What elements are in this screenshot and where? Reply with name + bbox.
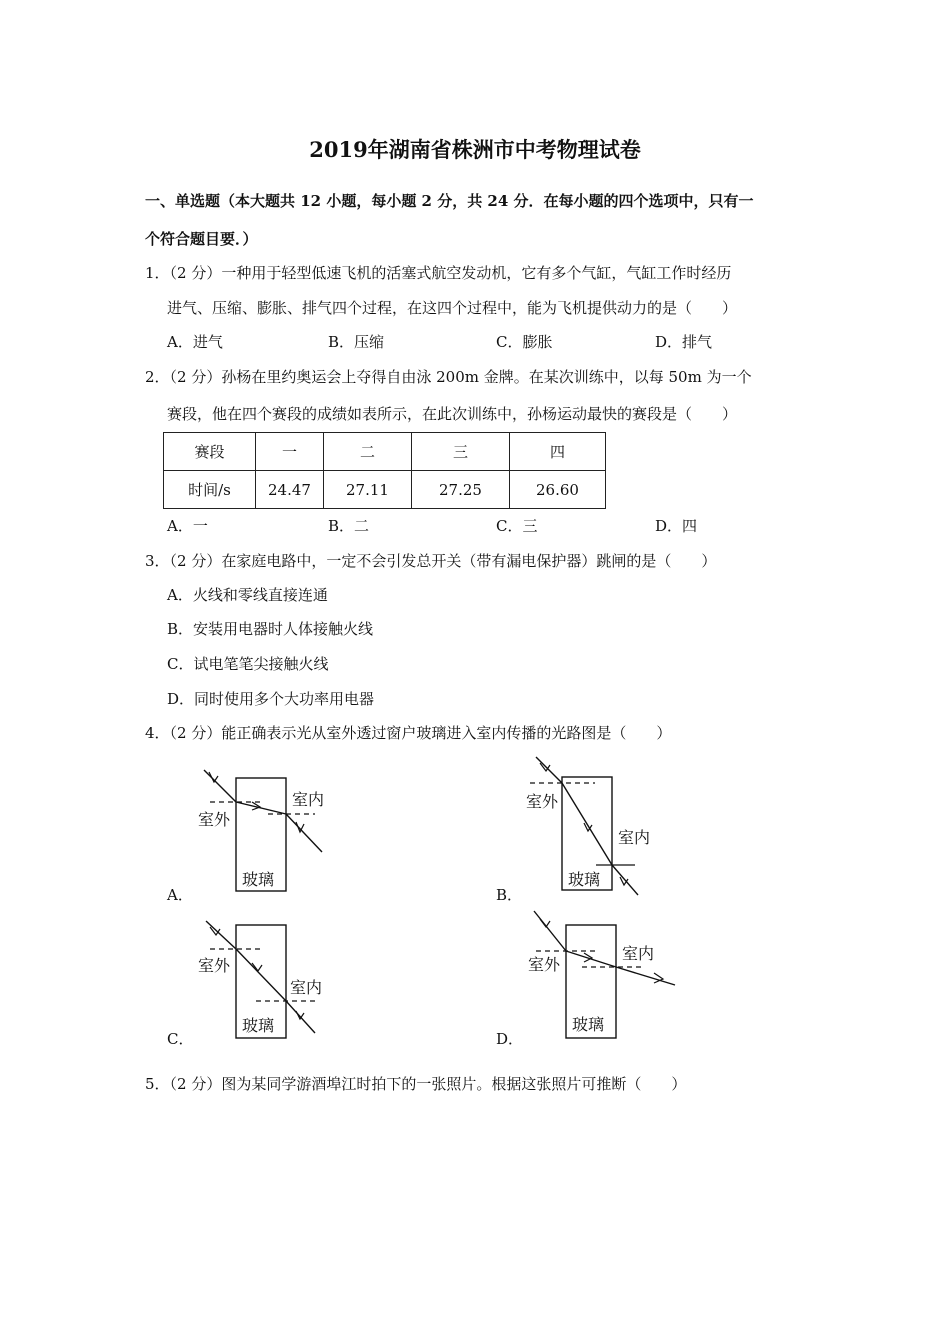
table-cell: 24.47 bbox=[256, 471, 324, 509]
emergent-ray bbox=[286, 1001, 315, 1033]
outdoor-label: 室外 bbox=[528, 955, 561, 974]
refracted-ray bbox=[236, 949, 286, 1001]
indoor-label: 室内 bbox=[290, 978, 323, 997]
q1-option-c: C．膨胀 bbox=[496, 333, 553, 351]
q1-stem-line1: 1．（2 分）一种用于轻型低速飞机的活塞式航空发动机，它有多个气缸，气缸工作时经历 bbox=[145, 264, 732, 282]
q1-option-d: D．排气 bbox=[655, 333, 713, 351]
outdoor-label: 室外 bbox=[526, 792, 559, 811]
q4-option-a: A． bbox=[167, 886, 193, 904]
q4-option-c: C． bbox=[167, 1030, 194, 1048]
arrow-icon bbox=[296, 822, 304, 832]
arrow-icon bbox=[210, 927, 220, 935]
light-path-diagram-c bbox=[190, 915, 340, 1045]
emergent-ray bbox=[616, 967, 675, 985]
arrow-icon bbox=[296, 1011, 304, 1019]
q1-option-a: A．进气 bbox=[167, 333, 223, 351]
glass-label: 玻璃 bbox=[568, 870, 601, 889]
indoor-label: 室内 bbox=[622, 944, 655, 963]
indoor-label: 室内 bbox=[618, 828, 651, 847]
q3-option-d: D．同时使用多个大功率用电器 bbox=[167, 690, 375, 708]
table-cell: 27.11 bbox=[324, 471, 412, 509]
indoor-label: 室内 bbox=[292, 790, 325, 809]
speed-table bbox=[163, 432, 606, 509]
q1-option-b: B．压缩 bbox=[328, 333, 385, 351]
q1-stem-line2: 进气、压缩、膨胀、排气四个过程，在这四个过程中，能为飞机提供动力的是（ ） bbox=[167, 299, 738, 317]
incident-ray bbox=[536, 757, 562, 783]
table-cell: 赛段 bbox=[164, 433, 256, 471]
emergent-ray bbox=[612, 865, 638, 895]
q3-option-c: C．试电笔笔尖接触火线 bbox=[167, 655, 329, 673]
table-cell: 四 bbox=[510, 433, 606, 471]
page-title: 2019年湖南省株洲市中考物理试卷 bbox=[309, 137, 641, 162]
arrow-icon bbox=[540, 919, 550, 927]
q4-option-b: B． bbox=[496, 886, 523, 904]
incident-ray bbox=[206, 921, 236, 949]
table-row bbox=[164, 471, 606, 509]
table-cell: 27.25 bbox=[412, 471, 510, 509]
outdoor-label: 室外 bbox=[198, 810, 231, 829]
section-heading-line1: 一、单选题（本大题共 12 小题，每小题 2 分，共 24 分．在每小题的四个选项中，只有一 bbox=[145, 192, 754, 210]
q4-option-d: D． bbox=[496, 1030, 524, 1048]
q2-stem-line2: 赛段，他在四个赛段的成绩如表所示，在此次训练中，孙杨运动最快的赛段是（ ） bbox=[167, 405, 738, 423]
light-path-diagram-a bbox=[190, 760, 340, 900]
q3-option-a: A．火线和零线直接连通 bbox=[167, 586, 328, 604]
table-cell: 时间/s bbox=[164, 471, 256, 509]
incident-ray bbox=[534, 911, 566, 951]
incident-ray bbox=[204, 770, 236, 802]
refracted-ray bbox=[236, 802, 286, 814]
section-heading-line2: 个符合题目要．） bbox=[145, 230, 258, 248]
q4-stem: 4．（2 分）能正确表示光从室外透过窗户玻璃进入室内传播的光路图是（ ） bbox=[145, 724, 672, 742]
outdoor-label: 室外 bbox=[198, 956, 231, 975]
table-header-row bbox=[164, 433, 606, 471]
q3-option-b: B．安装用电器时人体接触火线 bbox=[167, 620, 374, 638]
table-cell: 二 bbox=[324, 433, 412, 471]
q3-stem: 3．（2 分）在家庭电路中，一定不会引发总开关（带有漏电保护器）跳闸的是（ ） bbox=[145, 552, 717, 570]
q2-option-c: C．三 bbox=[496, 517, 538, 535]
emergent-ray bbox=[286, 814, 322, 852]
glass-label: 玻璃 bbox=[242, 1016, 275, 1035]
table-cell: 三 bbox=[412, 433, 510, 471]
glass-label: 玻璃 bbox=[242, 870, 275, 889]
table-cell: 一 bbox=[256, 433, 324, 471]
light-path-diagram-b bbox=[520, 755, 670, 900]
table-cell: 26.60 bbox=[510, 471, 606, 509]
q2-option-a: A．一 bbox=[167, 517, 208, 535]
glass-label: 玻璃 bbox=[572, 1015, 605, 1034]
refracted-ray bbox=[562, 783, 612, 865]
q5-stem: 5．（2 分）图为某同学游酒埠江时拍下的一张照片。根据这张照片可推断（ ） bbox=[145, 1075, 687, 1093]
q2-option-d: D．四 bbox=[655, 517, 698, 535]
q2-stem-line1: 2．（2 分）孙杨在里约奥运会上夺得自由泳 200m 金牌。在某次训练中，以每 50m 为一个 bbox=[145, 368, 752, 386]
light-path-diagram-d bbox=[520, 905, 685, 1045]
q2-option-b: B．二 bbox=[328, 517, 370, 535]
